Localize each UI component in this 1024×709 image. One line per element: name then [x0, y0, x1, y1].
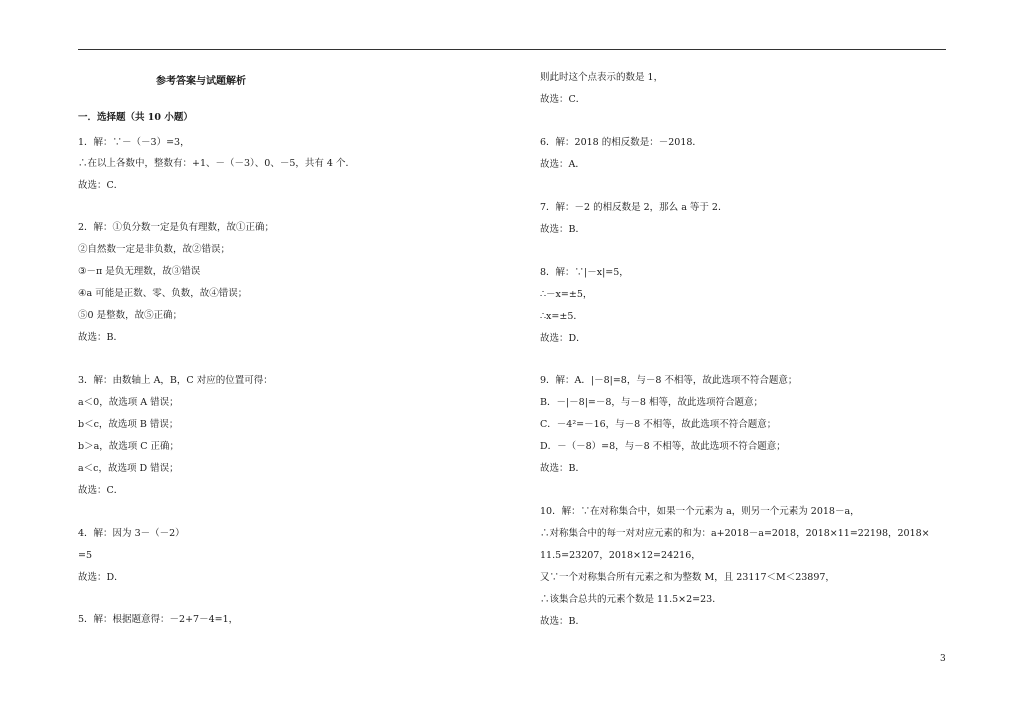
text-line: 故选：C．	[78, 180, 124, 191]
text-line: 故选：A．	[540, 159, 585, 170]
section-heading: 一．选择题（共 10 小题）	[78, 112, 193, 123]
text-line: ∴对称集合中的每一对对应元素的和为：a+2018－a=2018，2018×11=22198，2018×	[540, 528, 930, 539]
text-line: 又∵一个对称集合所有元素之和为整数 M，且 23117＜M＜23897，	[540, 572, 835, 583]
text-line: D．－（－8）=8，与－8 不相等，故此选项不符合题意；	[540, 441, 786, 452]
text-line: a＜c，故选项 D 错误；	[78, 463, 179, 474]
text-line: B．－|－8|=－8，与－8 相等，故此选项符合题意；	[540, 397, 763, 408]
header-rule	[78, 49, 946, 50]
text-line: 故选：D．	[540, 333, 586, 344]
text-line: 故选：B．	[540, 463, 585, 474]
text-line: 6．解：2018 的相反数是：－2018．	[540, 137, 702, 148]
text-line: =5	[78, 550, 93, 561]
text-line: ⑤0 是整数，故⑤正确；	[78, 310, 183, 321]
text-line: 3．解：由数轴上 A，B，C 对应的位置可得：	[78, 375, 273, 386]
text-line: a＜0，故选项 A 错误；	[78, 397, 179, 408]
page-title: 参考答案与试题解析	[156, 76, 246, 87]
text-line: 7．解：－2 的相反数是 2，那么 a 等于 2．	[540, 202, 728, 213]
text-line: ∴x=±5．	[540, 311, 583, 322]
text-line: 故选：B．	[540, 616, 585, 627]
text-line: 10．解：∵在对称集合中，如果一个元素为 a，则另一个元素为 2018－a，	[540, 506, 860, 517]
text-line: 2．解：①负分数一定是负有理数，故①正确；	[78, 222, 275, 233]
text-line: ∴在以上各数中，整数有：+1、－（－3）、0、－5，共有 4 个．	[78, 158, 355, 169]
text-line: 5．解：根据题意得：－2+7－4=1，	[78, 614, 239, 625]
text-line: 4．解：因为 3－（－2）	[78, 528, 185, 539]
text-line: 9．解：A．|－8|=8，与－8 不相等，故此选项不符合题意；	[540, 375, 798, 386]
text-line: 故选：B．	[78, 332, 123, 343]
text-line: 故选：C．	[540, 94, 586, 105]
text-line: 故选：D．	[78, 572, 124, 583]
text-line: 1．解：∵－（－3）=3，	[78, 137, 190, 148]
text-line: b＜c，故选项 B 错误；	[78, 419, 179, 430]
text-line: ∴该集合总共的元素个数是 11.5×2=23．	[540, 594, 722, 605]
text-line: 11.5=23207，2018×12=24216，	[540, 550, 701, 561]
text-line: ④a 可能是正数、零、负数，故④错误；	[78, 288, 248, 299]
page-number: 3	[940, 654, 946, 664]
text-line: 8．解：∵|－x|=5，	[540, 267, 629, 278]
text-line: b＞a，故选项 C 正确；	[78, 441, 180, 452]
text-line: ∴－x=±5，	[540, 289, 593, 300]
text-line: 故选：B．	[540, 224, 585, 235]
text-line: ②自然数一定是非负数，故②错误；	[78, 244, 231, 255]
text-line: 则此时这个点表示的数是 1，	[540, 72, 664, 83]
text-line: 故选：C．	[78, 485, 124, 496]
text-line: ③－π 是负无理数，故③错误	[78, 266, 201, 277]
text-line: C．－4²=－16，与－8 不相等，故此选项不符合题意；	[540, 419, 777, 430]
